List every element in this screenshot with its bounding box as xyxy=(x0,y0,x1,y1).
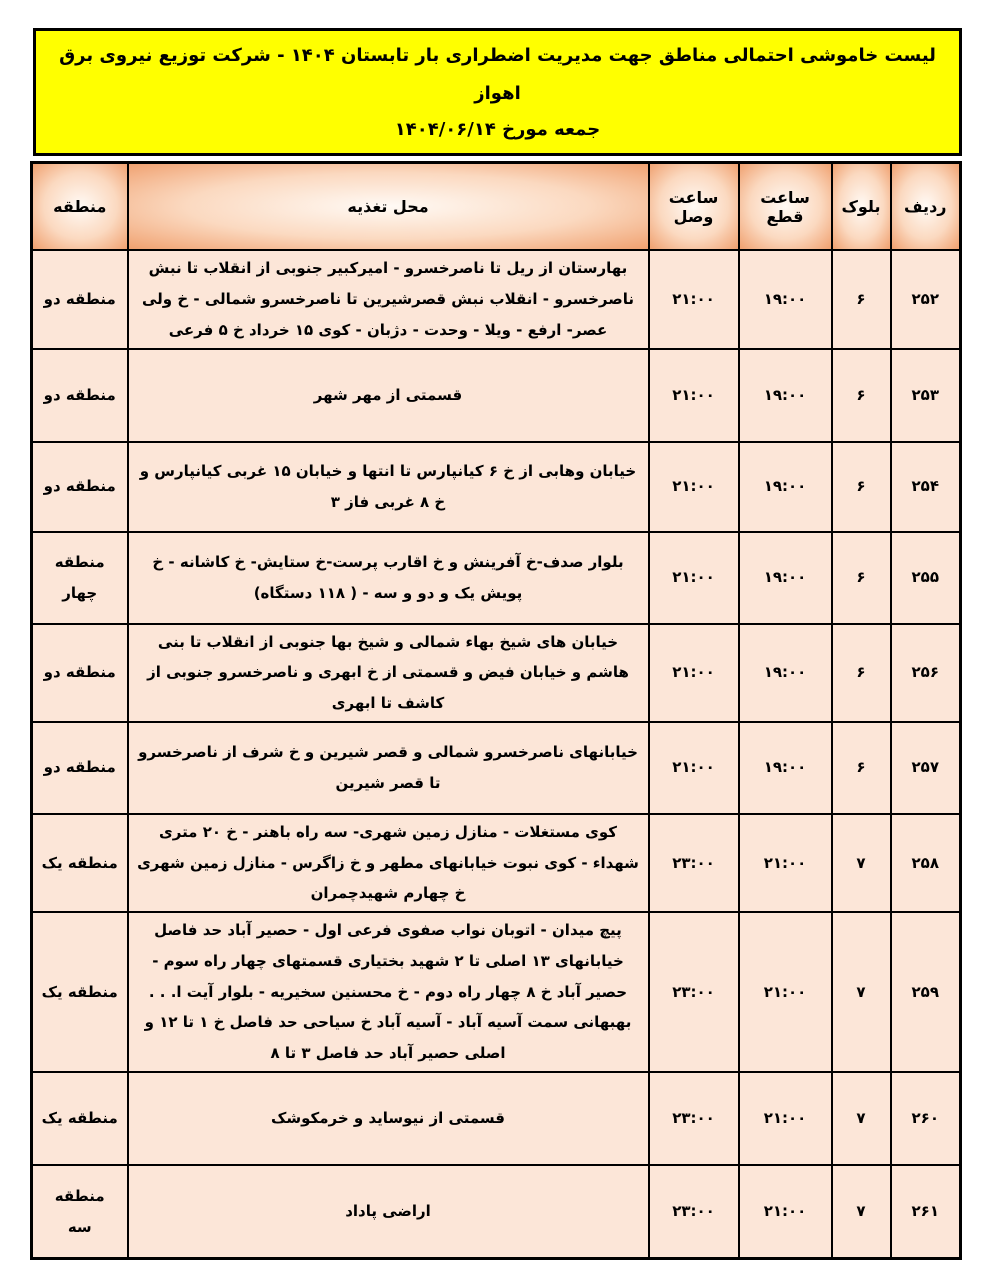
cell-feed-location: کوی مستغلات - منازل زمین شهری- سه راه باهنر - خ ۲۰ متری شهداء - کوی نبوت خیابانهای مطهر و خ زاگرس - منازل زمین شهری خ چهارم شهیدچمران xyxy=(128,814,649,912)
cell-row-number: ۲۵۳ xyxy=(891,349,961,442)
cell-region: منطقه یک xyxy=(32,912,128,1072)
cell-reconnect-time: ۲۱:۰۰ xyxy=(649,349,739,442)
cell-cut-time: ۲۱:۰۰ xyxy=(739,1072,832,1165)
cell-row-number: ۲۵۶ xyxy=(891,624,961,722)
cell-cut-time: ۲۱:۰۰ xyxy=(739,912,832,1072)
header-cut-time: ساعت قطع xyxy=(739,162,832,250)
table-row xyxy=(32,1072,961,1165)
cell-block: ۷ xyxy=(832,1072,891,1165)
cell-block: ۶ xyxy=(832,349,891,442)
table-row xyxy=(32,912,961,1072)
table-row xyxy=(32,722,961,814)
table-row xyxy=(32,250,961,348)
cell-block: ۷ xyxy=(832,1165,891,1259)
cell-reconnect-time: ۲۱:۰۰ xyxy=(649,722,739,814)
header-reconnect-time: ساعت وصل xyxy=(649,162,739,250)
title-banner xyxy=(33,28,962,156)
cell-region: منطقه سه xyxy=(32,1165,128,1259)
cell-region: منطقه دو xyxy=(32,624,128,722)
cell-feed-location: خیابان وهابی از خ ۶ کیانپارس تا انتها و خیابان ۱۵ غربی کیانپارس و خ ۸ غربی فاز ۳ xyxy=(128,442,649,532)
cell-cut-time: ۱۹:۰۰ xyxy=(739,349,832,442)
cell-row-number: ۲۶۰ xyxy=(891,1072,961,1165)
cell-reconnect-time: ۲۳:۰۰ xyxy=(649,1165,739,1259)
table-row xyxy=(32,349,961,442)
cell-feed-location: قسمتی از نیوساید و خرمکوشک xyxy=(128,1072,649,1165)
table-header-row xyxy=(32,162,961,250)
cell-block: ۶ xyxy=(832,250,891,348)
cell-region: منطقه یک xyxy=(32,1072,128,1165)
cell-region: منطقه دو xyxy=(32,722,128,814)
cell-reconnect-time: ۲۱:۰۰ xyxy=(649,250,739,348)
cell-feed-location: بلوار صدف-خ آفرینش و خ اقارب پرست-خ ستایش- خ کاشانه - خ پویش یک و دو و سه - ( ۱۱۸ دستگاه) xyxy=(128,532,649,624)
cell-feed-location: خیابان های شیخ بهاء شمالی و شیخ بها جنوبی از انقلاب تا بنی هاشم و خیابان فیض و قسمتی از خ ابهری و ناصرخسرو جنوبی از کاشف تا ابهری xyxy=(128,624,649,722)
cell-reconnect-time: ۲۱:۰۰ xyxy=(649,624,739,722)
cell-cut-time: ۱۹:۰۰ xyxy=(739,532,832,624)
cell-block: ۶ xyxy=(832,624,891,722)
cell-reconnect-time: ۲۳:۰۰ xyxy=(649,814,739,912)
cell-feed-location: بهارستان از ریل تا ناصرخسرو - امیرکبیر جنوبی از انقلاب تا نبش ناصرخسرو - انقلاب نبش قصرشیرین تا ناصرخسرو شمالی - خ ولی عصر- ارفع - ویلا - وحدت - دژبان - کوی ۱۵ خرداد خ ۵ فرعی xyxy=(128,250,649,348)
cell-cut-time: ۱۹:۰۰ xyxy=(739,624,832,722)
cell-region: منطقه دو xyxy=(32,250,128,348)
table-row xyxy=(32,442,961,532)
cell-cut-time: ۱۹:۰۰ xyxy=(739,442,832,532)
table-row xyxy=(32,1165,961,1259)
cell-block: ۶ xyxy=(832,532,891,624)
cell-reconnect-time: ۲۳:۰۰ xyxy=(649,912,739,1072)
cell-region: منطقه دو xyxy=(32,442,128,532)
cell-row-number: ۲۵۸ xyxy=(891,814,961,912)
cell-cut-time: ۱۹:۰۰ xyxy=(739,722,832,814)
cell-row-number: ۲۵۲ xyxy=(891,250,961,348)
cell-row-number: ۲۶۱ xyxy=(891,1165,961,1259)
cell-region: منطقه یک xyxy=(32,814,128,912)
cell-feed-location: پیچ میدان - اتوبان نواب صفوی فرعی اول - حصیر آباد حد فاصل خیابانهای ۱۳ اصلی تا ۲ شهید بختیاری قسمتهای چهار راه سوم - حصیر آباد خ ۸ چهار راه دوم - خ محسنین سخیریه - بلوار آیت ا. . . بهبهانی سمت آسیه آباد - آسیه آباد خ سیاحی حد فاصل خ ۱ تا ۱۲ و اصلی حصیر آباد حد فاصل ۳ تا ۸ xyxy=(128,912,649,1072)
cell-block: ۷ xyxy=(832,814,891,912)
cell-block: ۶ xyxy=(832,722,891,814)
cell-reconnect-time: ۲۱:۰۰ xyxy=(649,532,739,624)
header-block: بلوک xyxy=(832,162,891,250)
header-row-number: ردیف xyxy=(891,162,961,250)
header-region: منطقه xyxy=(32,162,128,250)
cell-block: ۷ xyxy=(832,912,891,1072)
schedule-body xyxy=(32,250,961,1259)
page-title: لیست خاموشی احتمالی مناطق جهت مدیریت اضطراری بار تابستان ۱۴۰۴ - شرکت توزیع نیروی برق اهواز xyxy=(59,45,936,104)
cell-feed-location: خیابانهای ناصرخسرو شمالی و قصر شیرین و خ شرف از ناصرخسرو تا قصر شیرین xyxy=(128,722,649,814)
cell-row-number: ۲۵۴ xyxy=(891,442,961,532)
cell-cut-time: ۲۱:۰۰ xyxy=(739,814,832,912)
cell-feed-location: قسمتی از مهر شهر xyxy=(128,349,649,442)
cell-region: منطقه چهار xyxy=(32,532,128,624)
page-date: جمعه مورخ ۱۴۰۴/۰۶/۱۴ xyxy=(394,118,601,140)
outage-schedule-table xyxy=(30,161,962,1261)
cell-feed-location: اراضی پاداد xyxy=(128,1165,649,1259)
cell-reconnect-time: ۲۱:۰۰ xyxy=(649,442,739,532)
table-row xyxy=(32,532,961,624)
cell-cut-time: ۱۹:۰۰ xyxy=(739,250,832,348)
cell-cut-time: ۲۱:۰۰ xyxy=(739,1165,832,1259)
table-row xyxy=(32,814,961,912)
cell-region: منطقه دو xyxy=(32,349,128,442)
cell-block: ۶ xyxy=(832,442,891,532)
cell-row-number: ۲۵۹ xyxy=(891,912,961,1072)
cell-row-number: ۲۵۷ xyxy=(891,722,961,814)
table-row xyxy=(32,624,961,722)
cell-row-number: ۲۵۵ xyxy=(891,532,961,624)
cell-reconnect-time: ۲۳:۰۰ xyxy=(649,1072,739,1165)
header-feed-location: محل تغذیه xyxy=(128,162,649,250)
